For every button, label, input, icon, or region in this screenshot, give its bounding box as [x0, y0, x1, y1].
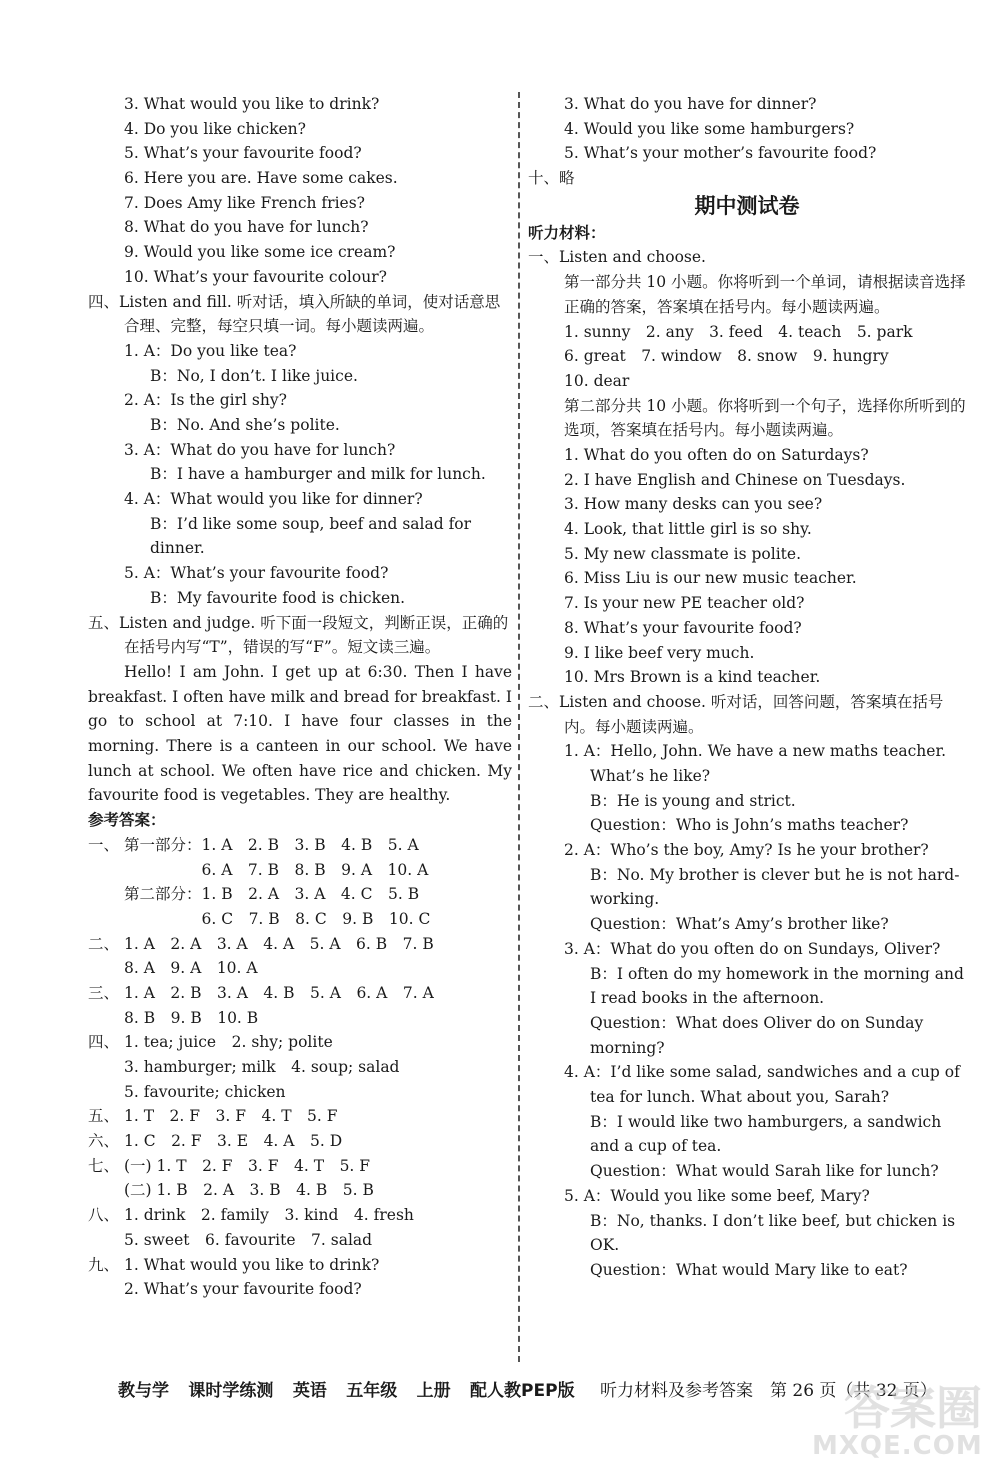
text-line: Question：What would Sarah like for lunch?: [590, 1162, 939, 1181]
text-line: 2. A：Who’s the boy, Amy? Is he your brother?: [564, 841, 929, 860]
text-line: B：I have a hamburger and milk for lunch.: [150, 465, 486, 484]
text-line: B：My favourite food is chicken.: [150, 588, 406, 607]
text-line: 7. Is your new PE teacher old?: [564, 594, 805, 613]
answer-key-label: [88, 1006, 124, 1031]
text-line: 10. dear: [564, 371, 630, 390]
text-line: 5. My new classmate is polite.: [564, 544, 802, 563]
answer-key-label: [88, 882, 124, 907]
text-line: Question：What would Mary like to eat?: [590, 1260, 908, 1279]
footer-part: 课时学练测: [188, 1381, 274, 1401]
listening-material: [528, 221, 966, 1283]
answer-key-label: [88, 858, 124, 883]
answer-key-label: [88, 907, 124, 932]
answer-row: [88, 858, 512, 883]
column-divider: [518, 92, 520, 1362]
answer-key-label: 六、: [88, 1132, 120, 1151]
text-line: 8. What’s your favourite food?: [564, 618, 802, 637]
text-line: Question：Who is John’s maths teacher?: [590, 816, 909, 835]
answer-values: 5. sweet 6. favourite 7. salad: [124, 1230, 373, 1249]
answer-row: [88, 907, 512, 932]
answer-values: 第二部分：1. B 2. A 3. A 4. C 5. B: [124, 885, 420, 904]
watermark-logo: [812, 1381, 983, 1461]
answer-values: 3. hamburger; milk 4. soup; salad: [124, 1058, 400, 1076]
answer-key-label: [88, 1277, 124, 1302]
text-line: B：I would like two hamburgers, a sandwich and a cup of tea.: [590, 1112, 942, 1156]
footer-part: 教与学: [118, 1381, 169, 1401]
answer-values: 1. drink 2. family 3. kind 4. fresh: [124, 1206, 414, 1225]
footer-part: 英语: [292, 1381, 327, 1401]
answer-row: [88, 1055, 512, 1080]
answer-row: [88, 1006, 512, 1031]
section-title: 期中测试卷: [694, 193, 800, 218]
text-line: 6. great 7. window 8. snow 9. hungry: [564, 347, 889, 366]
text-line: 4. A：I’d like some salad, sandwiches and a cup of tea for lunch. What about you, Sarah?: [564, 1063, 960, 1107]
text-line: 2. A：Is the girl shy?: [124, 391, 287, 410]
text-line: 7. Does Amy like French fries?: [124, 193, 365, 212]
left-column: [88, 92, 512, 1302]
text-line: 二、Listen and choose. 听对话，回答问题，答案填在括号内。每小题读两遍。: [528, 692, 944, 736]
text-line: Question：What does Oliver do on Sunday morning?: [590, 1013, 924, 1057]
answer-values: 6. A 7. B 8. B 9. A 10. A: [124, 860, 429, 879]
footer-part: 五年级: [346, 1381, 398, 1401]
answer-row: [88, 1228, 512, 1253]
text-line: 1. A：Hello, John. We have a new maths teacher. What’s he like?: [564, 742, 947, 785]
answer-row: [88, 1129, 512, 1154]
text-line: 十、略: [528, 169, 575, 188]
answer-key-label: 九、: [88, 1255, 120, 1274]
answer-key-label: 三、: [88, 983, 120, 1002]
text-line: 4. Do you like chicken?: [124, 119, 306, 138]
text-line: 3. A：What do you have for lunch?: [124, 440, 396, 459]
text-line: B：No. My brother is clever but he is not hard-working.: [590, 865, 960, 909]
text-line: 3. What would you like to drink?: [124, 95, 380, 113]
answer-key-label: 二、: [88, 934, 120, 953]
text-line: B：No, thanks. I don’t like beef, but chicken is OK.: [590, 1211, 956, 1255]
text-line: 4. A：What would you like for dinner?: [124, 490, 423, 509]
text-line: 第二部分共 10 小题。你将听到一个句子，选择你所听到的选项，答案填在括号内。每小题读两遍。: [564, 396, 966, 440]
answer-key-label: [88, 1178, 124, 1203]
answer-values: 8. B 9. B 10. B: [124, 1008, 259, 1027]
answer-row: [88, 1080, 512, 1105]
answer-key-label: [88, 1228, 124, 1253]
answer-row: [88, 882, 512, 907]
text-line: 9. Would you like some ice cream?: [124, 243, 396, 262]
text-line: 第一部分共 10 小题。你将听到一个单词，请根据读音选择正确的答案，答案填在括号内。每小题读两遍。: [564, 273, 966, 316]
text-line: 参考答案：: [88, 810, 166, 830]
text-line: 4. Look, that little girl is so shy.: [564, 520, 812, 539]
text-line: B：I’d like some soup, beef and salad for dinner.: [150, 514, 472, 558]
answer-key: [88, 833, 512, 1302]
text-line: 1. A：Do you like tea?: [124, 341, 297, 360]
text-line: 3. A：What do you often do on Sundays, Oliver?: [564, 939, 941, 958]
text-line: B：No. And she’s polite.: [150, 415, 340, 434]
answer-key-label: 七、: [88, 1156, 120, 1175]
text-line: 6. Here you are. Have some cakes.: [124, 169, 398, 188]
answer-row: [88, 833, 512, 858]
watermark-text: 答案圈: [844, 1381, 982, 1435]
answer-values: 1. A 2. B 3. A 4. B 5. A 6. A 7. A: [124, 983, 434, 1002]
text-line: 听力材料：: [528, 222, 606, 242]
answer-row: [88, 1104, 512, 1129]
answer-row: [88, 932, 512, 957]
answer-values: 第一部分：1. A 2. B 3. B 4. B 5. A: [124, 835, 419, 854]
answer-key-label: 一、: [88, 835, 120, 854]
footer-page-info: 听力材料及参考答案 第 26 页（共 32 页）: [599, 1381, 937, 1401]
answer-row: [88, 1154, 512, 1179]
footer-part: 上册: [416, 1381, 451, 1401]
answer-key-label: 八、: [88, 1206, 120, 1225]
text-line: 5. A：What’s your favourite food?: [124, 564, 389, 583]
text-line: 3. What do you have for dinner?: [564, 95, 817, 113]
text-line: B：He is young and strict.: [590, 791, 796, 810]
answer-values: 1. What would you like to drink?: [124, 1255, 380, 1274]
answer-values: 8. A 9. A 10. A: [124, 959, 258, 978]
text-line: 6. Miss Liu is our new music teacher.: [564, 569, 857, 588]
answer-row: [88, 1203, 512, 1228]
answer-row: [88, 1253, 512, 1278]
answer-row: [88, 956, 512, 981]
answer-values: 1. T 2. F 3. F 4. T 5. F: [124, 1107, 338, 1126]
text-line: B：No, I don’t. I like juice.: [150, 366, 358, 385]
text-line: 4. Would you like some hamburgers?: [564, 119, 855, 138]
answer-values: 6. C 7. B 8. C 9. B 10. C: [124, 909, 431, 928]
answer-values: 5. favourite; chicken: [124, 1082, 286, 1101]
text-line: 9. I like beef very much.: [564, 643, 755, 662]
text-line: 1. What do you often do on Saturdays?: [564, 446, 869, 464]
left-text-block: [88, 92, 512, 833]
answer-row: [88, 981, 512, 1006]
answer-row: [88, 1030, 512, 1055]
footer-part: 配人教PEP版: [470, 1381, 575, 1401]
text-line: 四、Listen and fill. 听对话，填入所缺的单词，使对话意思合理、完整，每空只填一词。每小题读两遍。: [88, 292, 501, 336]
right-top-block: [528, 92, 966, 191]
answer-key-label: 四、: [88, 1033, 120, 1052]
answer-values: 2. What’s your favourite food?: [124, 1280, 362, 1299]
text-line: 10. What’s your favourite colour?: [124, 267, 387, 286]
text-line: 1. sunny 2. any 3. feed 4. teach 5. park: [564, 322, 913, 341]
answer-values: 1. tea; juice 2. shy; polite: [124, 1033, 333, 1052]
text-line: 10. Mrs Brown is a kind teacher.: [564, 668, 821, 687]
text-line: Question：What’s Amy’s brother like?: [590, 915, 889, 934]
text-line: 8. What do you have for lunch?: [124, 218, 369, 237]
text-line: B：I often do my homework in the morning and I read books in the afternoon.: [590, 964, 964, 1008]
answer-key-label: 五、: [88, 1107, 120, 1126]
answer-row: [88, 1178, 512, 1203]
answer-key-label: [88, 1055, 124, 1080]
text-line: 一、Listen and choose.: [528, 248, 706, 267]
text-line: 5. What’s your mother’s favourite food?: [564, 144, 877, 163]
text-line: 3. How many desks can you see?: [564, 495, 823, 514]
answer-row: [88, 1277, 512, 1302]
answer-values: 1. C 2. F 3. E 4. A 5. D: [124, 1132, 343, 1151]
right-column: [528, 92, 966, 1283]
answer-key-label: [88, 956, 124, 981]
watermark-url: MXQE.COM: [812, 1431, 983, 1461]
answer-values: (二) 1. B 2. A 3. B 4. B 5. B: [124, 1181, 374, 1200]
answer-values: (一) 1. T 2. F 3. F 4. T 5. F: [124, 1156, 371, 1175]
text-line: 五、Listen and judge. 听下面一段短文，判断正误，正确的在括号内写“T”，错误的写“F”。短文读三遍。: [88, 613, 509, 657]
text-line: Hello! I am John. I get up at 6:30. Then I have breakfast. I often have milk and bread for breakfast. I go to school at 7:10. I have four classes in the morning. There is a canteen in our school. We have lunch at school. We often have rice and chicken. My favourite food is vegetables. They are healthy.: [88, 662, 512, 805]
text-line: 2. I have English and Chinese on Tuesdays.: [564, 470, 906, 489]
text-line: 5. What’s your favourite food?: [124, 144, 362, 163]
text-line: 5. A：Would you like some beef, Mary?: [564, 1186, 870, 1205]
answer-values: 1. A 2. A 3. A 4. A 5. A 6. B 7. B: [124, 934, 434, 953]
answer-key-label: [88, 1080, 124, 1105]
